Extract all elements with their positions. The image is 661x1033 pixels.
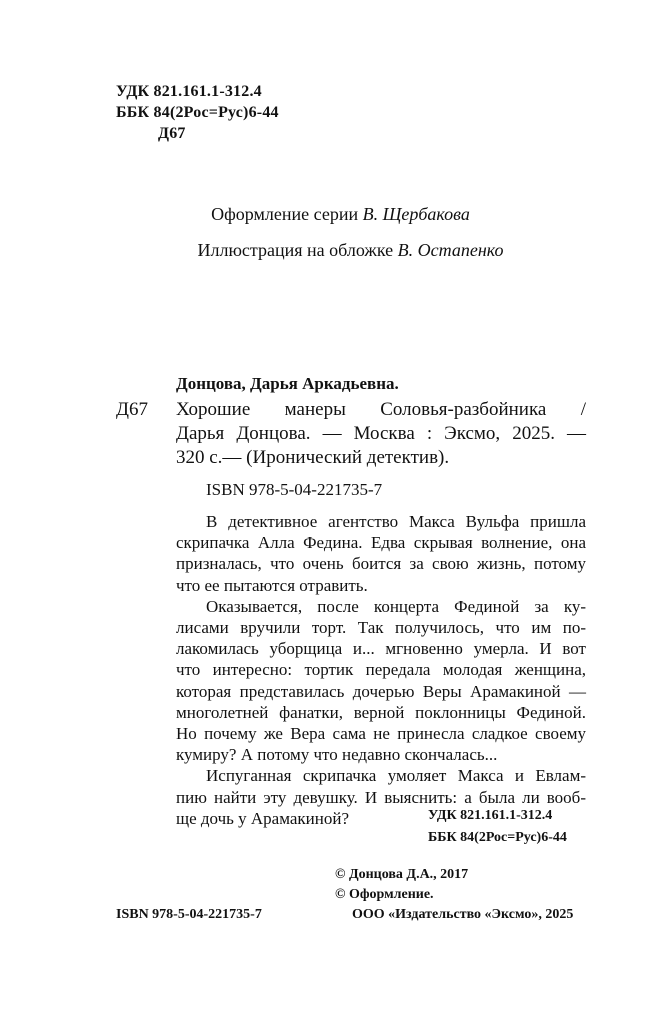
annotation-line: ще дочь у Арамакиной? — [176, 808, 350, 828]
udk-code-top: УДК 821.161.1-312.4 — [116, 83, 262, 100]
annotation-line: многолетней фанатки, верной поклонницы Фединой. — [176, 702, 586, 722]
annotation-line: лакомилась уборщица и... мгновенно умерла. И вот — [176, 639, 586, 659]
annotation-line: призналась, что очень боится за свою жизнь, потому — [176, 554, 586, 574]
annotation-line: скрипачка Алла Федина. Едва скрывая волнение, она — [176, 533, 586, 553]
annotation-line: что интересно: тортик передала молодая женщина, — [176, 660, 586, 680]
cover-illustration-credit — [20, 240, 661, 261]
bbk-code-bottom: ББК 84(2Рос=Рус)6-44 — [428, 830, 567, 845]
annotation — [176, 511, 586, 829]
copyright-publisher: ООО «Издательство «Эксмо», 2025 — [352, 907, 574, 922]
bbk-code-top: ББК 84(2Рос=Рус)6-44 — [116, 104, 279, 121]
annotation-line: кумиру? А потому что недавно скончалась... — [176, 745, 498, 765]
isbn-bottom: ISBN 978-5-04-221735-7 — [116, 907, 262, 922]
record-title-line-3: 320 с.— (Иронический детектив). — [176, 447, 450, 468]
annotation-line: Но почему же Вера сама не принесла сладкое своему — [176, 724, 586, 744]
record-title-line-2: Дарья Донцова. — Москва : Эксмо, 2025. — — [176, 423, 586, 444]
annotation-line: В детективное агентство Макса Вульфа пришла — [206, 512, 586, 531]
series-designer-name: В. Щербакова — [362, 204, 470, 224]
record-author: Донцова, Дарья Аркадьевна. — [176, 374, 399, 393]
annotation-line: пию найти эту девушку. И выяснить: а была ли вооб- — [176, 787, 586, 807]
series-design-credit — [10, 204, 661, 225]
record-author-mark: Д67 — [116, 399, 148, 420]
annotation-paragraph-2 — [176, 596, 586, 766]
series-design-label: Оформление серии — [211, 204, 359, 224]
annotation-line: Испуганная скрипачка умоляет Макса и Евлам- — [206, 766, 586, 786]
annotation-line: лисами вручили торт. Так получилось, что им по- — [176, 618, 586, 638]
annotation-line: которая представилась дочерью Веры Арамакиной — — [176, 681, 586, 701]
udk-code-bottom: УДК 821.161.1-312.4 — [428, 808, 553, 823]
author-mark-top: Д67 — [158, 125, 186, 142]
copyright-design: © Оформление. — [335, 887, 434, 902]
copyright-author: © Донцова Д.А., 2017 — [335, 867, 469, 882]
cover-illustration-label: Иллюстрация на обложке — [197, 240, 394, 260]
cover-illustrator-name: В. Остапенко — [397, 240, 504, 260]
record-title-line-1: Хорошие манеры Соловья-разбойника / — [176, 399, 586, 420]
record-isbn: ISBN 978-5-04-221735-7 — [206, 480, 383, 499]
annotation-line: что ее пытаются отравить. — [176, 575, 368, 595]
annotation-line: Оказывается, после концерта Фединой за ку- — [206, 596, 586, 616]
annotation-paragraph-1 — [176, 511, 586, 596]
